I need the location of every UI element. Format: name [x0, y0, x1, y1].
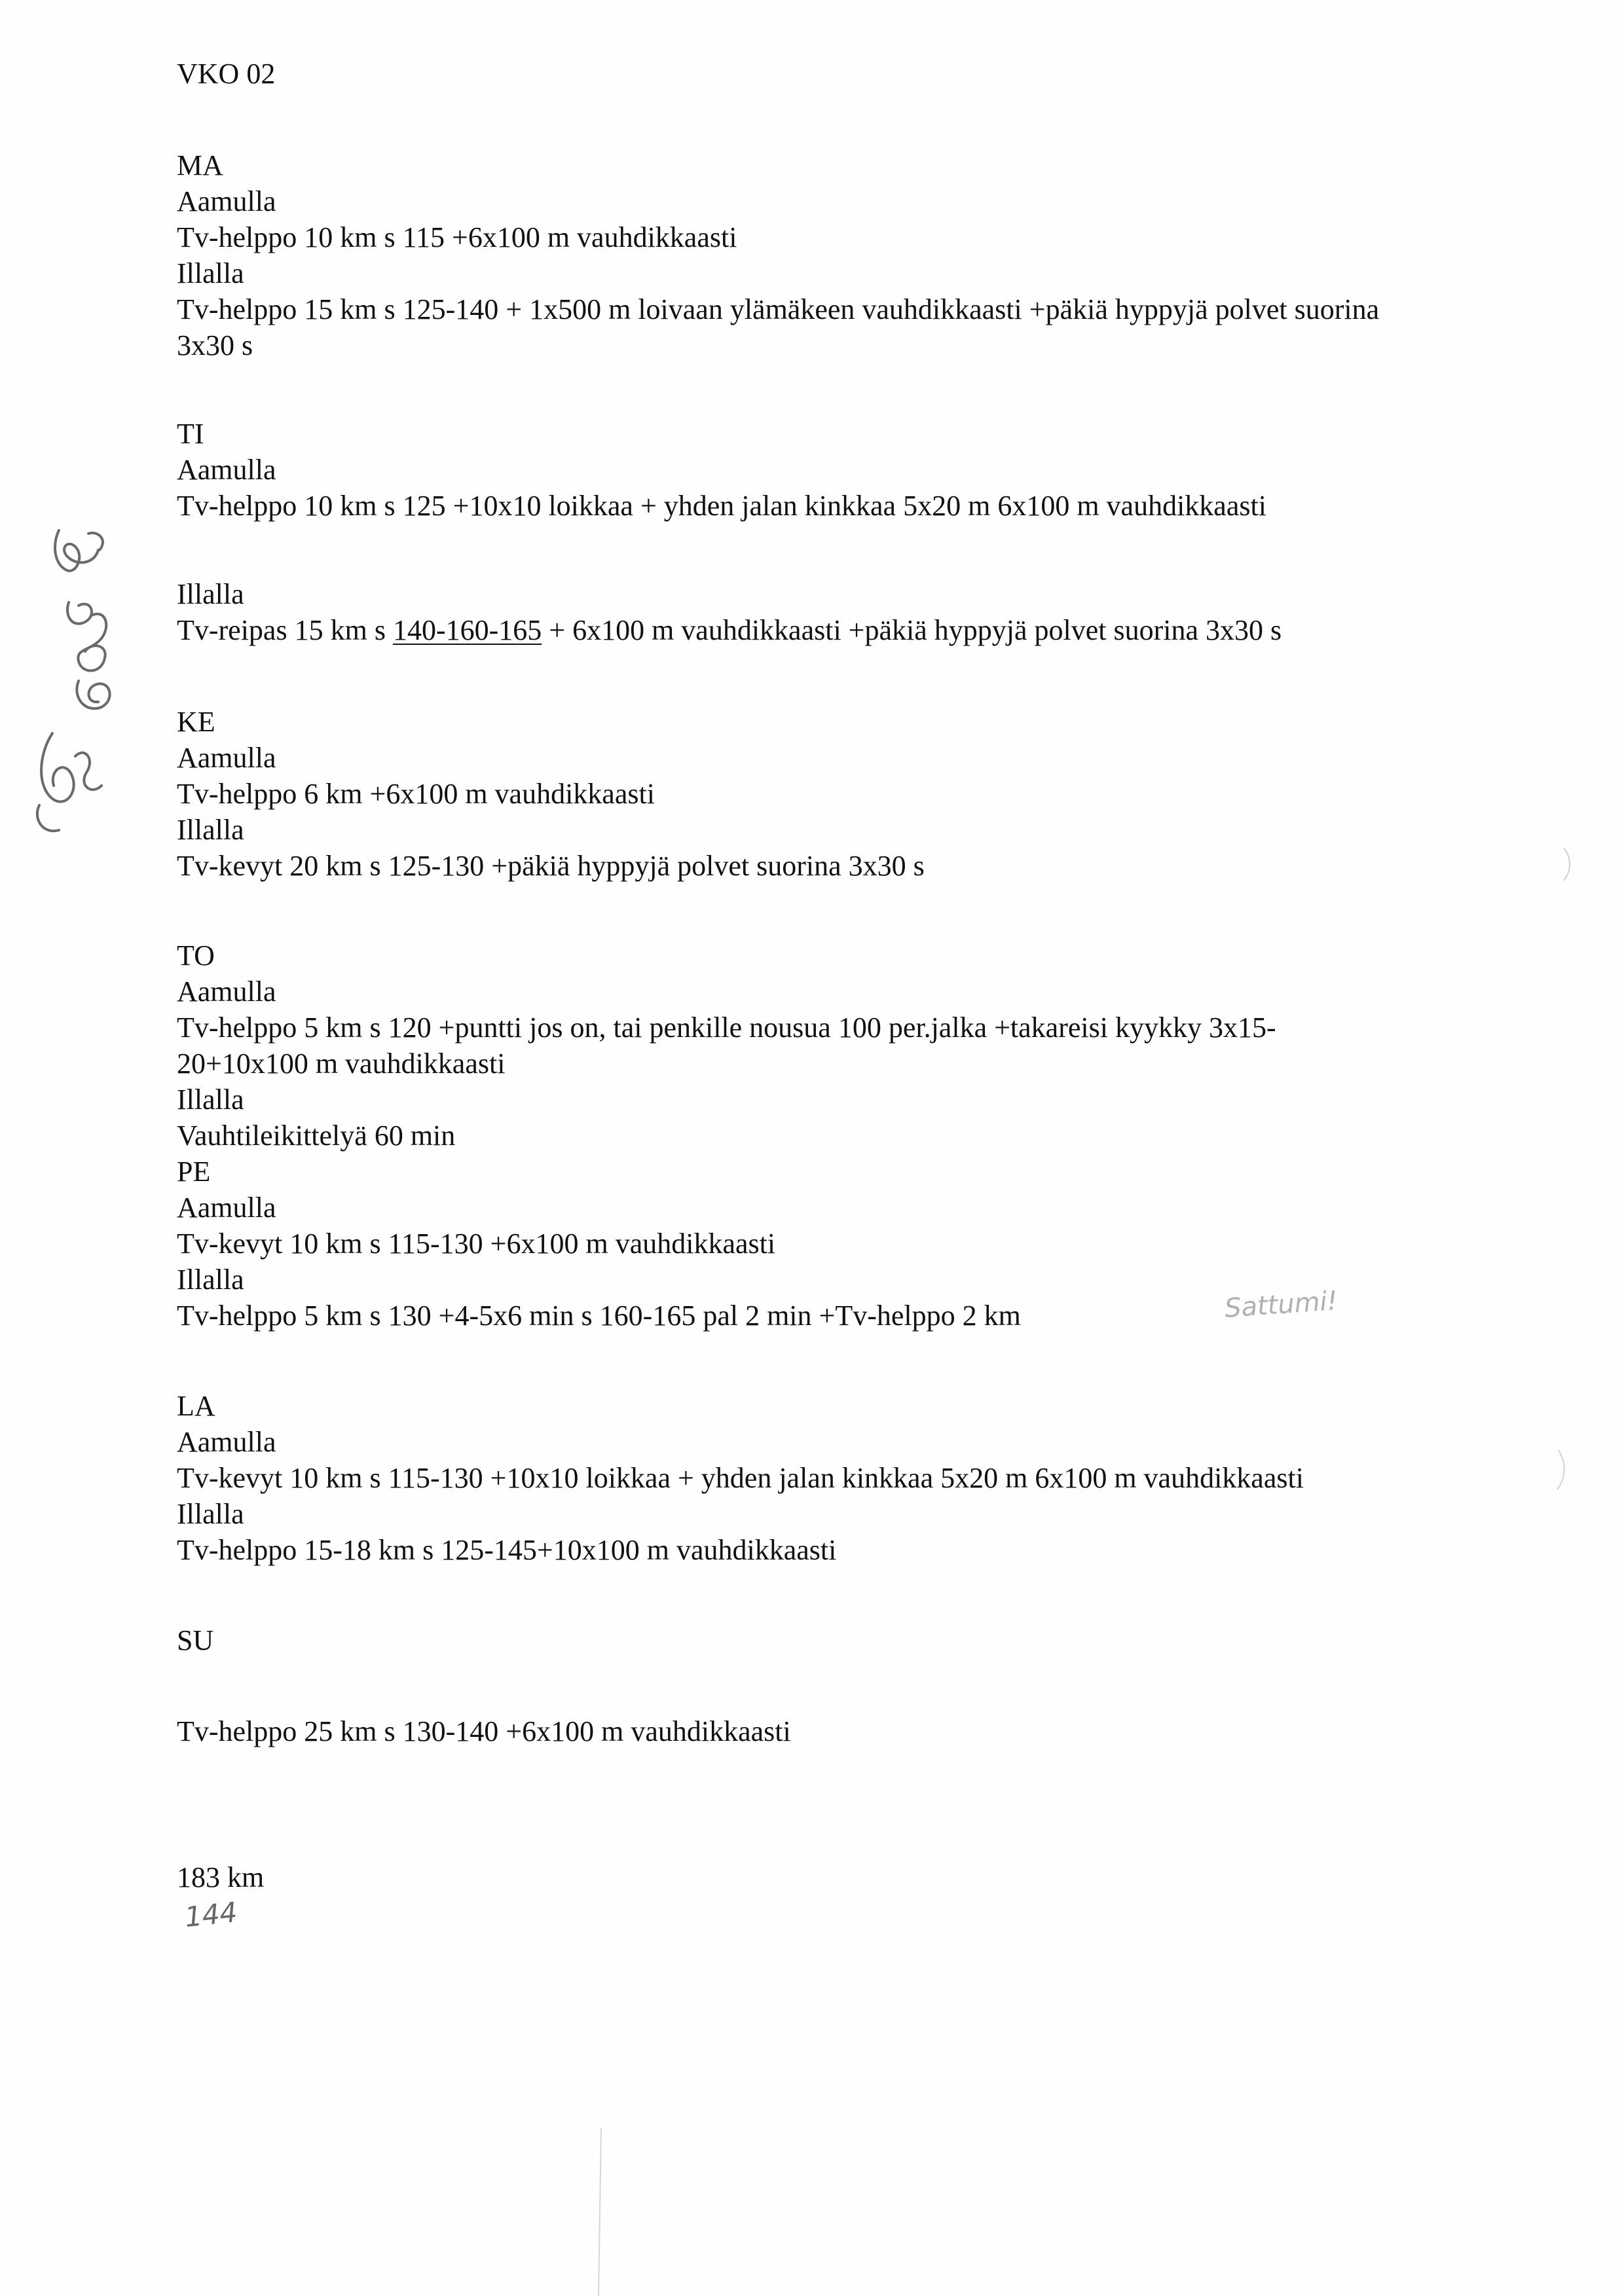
day-heading-ma: MA — [177, 149, 223, 181]
evening-session-ti-suffix: + 6x100 m vauhdikkaasti +päkiä hyppyjä polvet suorina 3x30 s — [542, 614, 1282, 646]
morning-session-to: Tv-helppo 5 km s 120 +puntti jos on, tai penkille nousua 100 per.jalka +takareisi kyykky 3x15-20+10x100 m vauhdikkaasti — [177, 1011, 1276, 1080]
evening-label-ti: Illalla — [177, 578, 244, 610]
day-heading-ti: TI — [177, 418, 204, 450]
session-su: Tv-helppo 25 km s 130-140 +6x100 m vauhdikkaasti — [177, 1715, 791, 1747]
morning-session-pe: Tv-kevyt 10 km s 115-130 +6x100 m vauhdikkaasti — [177, 1228, 776, 1260]
weekly-total: 183 km — [177, 1861, 265, 1893]
morning-session-ma: Tv-helppo 10 km s 115 +6x100 m vauhdikkaasti — [177, 221, 737, 253]
scan-bracket-mark-2 — [1552, 1447, 1572, 1493]
evening-session-ti-prefix: Tv-reipas 15 km s — [177, 614, 393, 646]
morning-label-ma: Aamulla — [177, 185, 276, 217]
evening-label-la: Illalla — [177, 1498, 244, 1530]
scan-line-mark — [589, 2128, 609, 2296]
morning-label-ke: Aamulla — [177, 742, 276, 774]
day-heading-la: LA — [177, 1390, 215, 1422]
morning-label-pe: Aamulla — [177, 1192, 276, 1224]
morning-label-la: Aamulla — [177, 1426, 276, 1458]
handwritten-total-note: 144 — [183, 1895, 239, 1934]
morning-session-ti: Tv-helppo 10 km s 125 +10x10 loikkaa + yhden jalan kinkkaa 5x20 m 6x100 m vauhdikkaasti — [177, 490, 1266, 522]
scan-bracket-mark — [1559, 845, 1578, 884]
evening-label-pe: Illalla — [177, 1264, 244, 1296]
evening-session-la: Tv-helppo 15-18 km s 125-145+10x100 m vauhdikkaasti — [177, 1534, 837, 1566]
handwritten-pe-note: Sattumi! — [1223, 1286, 1339, 1324]
evening-session-ma: Tv-helppo 15 km s 125-140 + 1x500 m loivaan ylämäkeen vauhdikkaasti +päkiä hyppyjä polvet suorina 3x30 s — [177, 293, 1387, 361]
evening-session-ke: Tv-kevyt 20 km s 125-130 +päkiä hyppyjä polvet suorina 3x30 s — [177, 850, 925, 882]
morning-session-ke: Tv-helppo 6 km +6x100 m vauhdikkaasti — [177, 778, 655, 810]
morning-session-la: Tv-kevyt 10 km s 115-130 +10x10 loikkaa + yhden jalan kinkkaa 5x20 m 6x100 m vauhdikkaasti — [177, 1462, 1304, 1494]
evening-session-pe: Tv-helppo 5 km s 130 +4-5x6 min s 160-165 pal 2 min +Tv-helppo 2 km — [177, 1300, 1021, 1332]
morning-label-ti: Aamulla — [177, 454, 276, 486]
margin-scribble-icon — [13, 517, 144, 851]
day-heading-ke: KE — [177, 706, 215, 738]
day-heading-su: SU — [177, 1624, 214, 1656]
evening-session-ti — [177, 612, 1421, 648]
week-title: VKO 02 — [177, 58, 276, 90]
day-heading-to: TO — [177, 939, 215, 972]
day-heading-pe: PE — [177, 1156, 211, 1188]
evening-label-ma: Illalla — [177, 257, 244, 289]
morning-label-to: Aamulla — [177, 975, 276, 1008]
evening-session-to: Vauhtileikittelyä 60 min — [177, 1120, 456, 1152]
evening-label-ke: Illalla — [177, 814, 244, 846]
heart-rate-underlined: 140-160-165 — [392, 614, 542, 646]
evening-label-to: Illalla — [177, 1084, 244, 1116]
